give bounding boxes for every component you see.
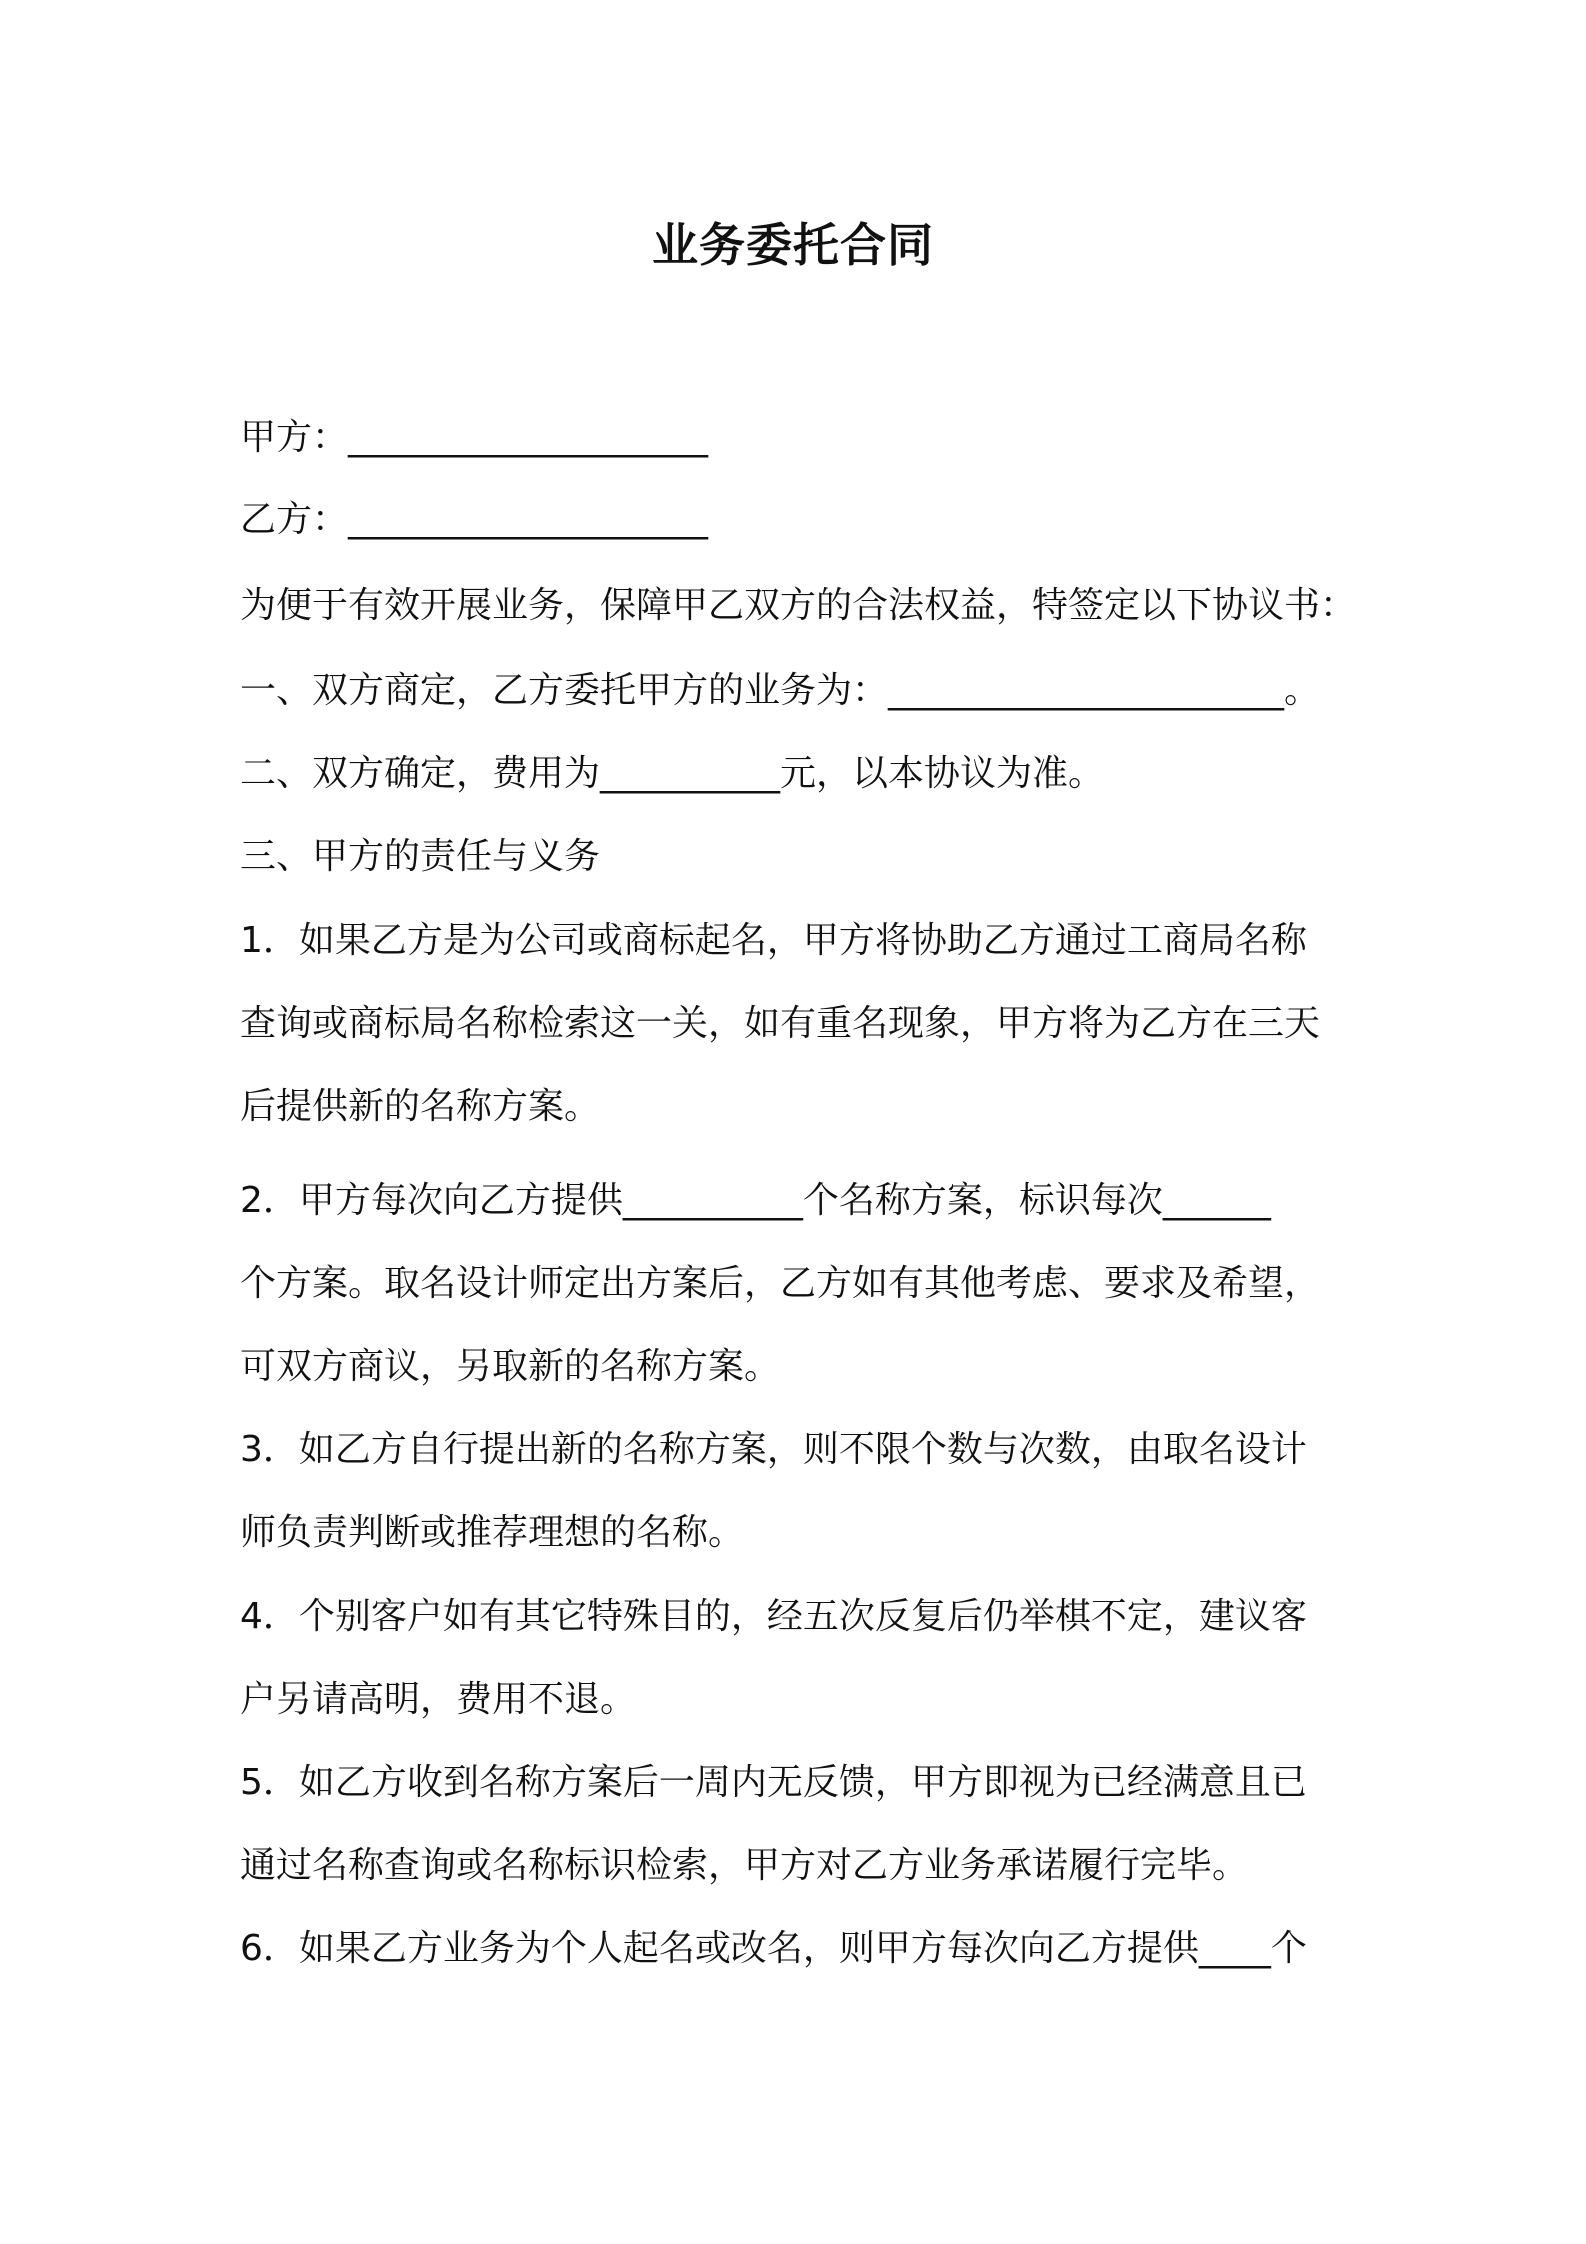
item-5-line-2: 通过名称查询或名称标识检索，甲方对乙方业务承诺履行完毕。 [240, 1845, 1249, 1886]
item-3-line-1: 3．如乙方自行提出新的名称方案，则不限个数与次数，由取名设计 [240, 1429, 1307, 1470]
party-a-line: 甲方：____________________ [240, 417, 709, 458]
item-2-line-2: 个方案。取名设计师定出方案后，乙方如有其他考虑、要求及希望， [240, 1263, 1321, 1304]
item-4-line-2: 户另请高明，费用不退。 [240, 1679, 637, 1720]
item-5-line-1: 5．如乙方收到名称方案后一周内无反馈，甲方即视为已经满意且已 [240, 1762, 1307, 1803]
party-b-line: 乙方：____________________ [240, 499, 709, 540]
item-2-line-3: 可双方商议，另取新的名称方案。 [240, 1346, 781, 1387]
item-4-line-1: 4．个别客户如有其它特殊目的，经五次反复后仍举棋不定，建议客 [240, 1596, 1307, 1637]
item-1-line-3: 后提供新的名称方案。 [240, 1086, 601, 1127]
item-1-line-2: 查询或商标局名称检索这一关，如有重名现象，甲方将为乙方在三天 [240, 1003, 1321, 1044]
item-3-line-2: 师负责判断或推荐理想的名称。 [240, 1512, 745, 1553]
item-1-line-1: 1．如果乙方是为公司或商标起名，甲方将协助乙方通过工商局名称 [240, 920, 1307, 961]
preamble: 为便于有效开展业务，保障甲乙双方的合法权益，特签定以下协议书： [240, 585, 1357, 626]
clause-1: 一、双方商定，乙方委托甲方的业务为：______________________。 [240, 670, 1321, 711]
item-2-line-1: 2．甲方每次向乙方提供__________个名称方案，标识每次______ [240, 1180, 1271, 1221]
section-3-heading: 三、甲方的责任与义务 [240, 836, 601, 877]
document-title: 业务委托合同 [652, 218, 934, 272]
item-6-line-1: 6．如果乙方业务为个人起名或改名，则甲方每次向乙方提供____个 [240, 1928, 1307, 1969]
clause-2: 二、双方确定，费用为__________元，以本协议为准。 [240, 753, 1105, 794]
